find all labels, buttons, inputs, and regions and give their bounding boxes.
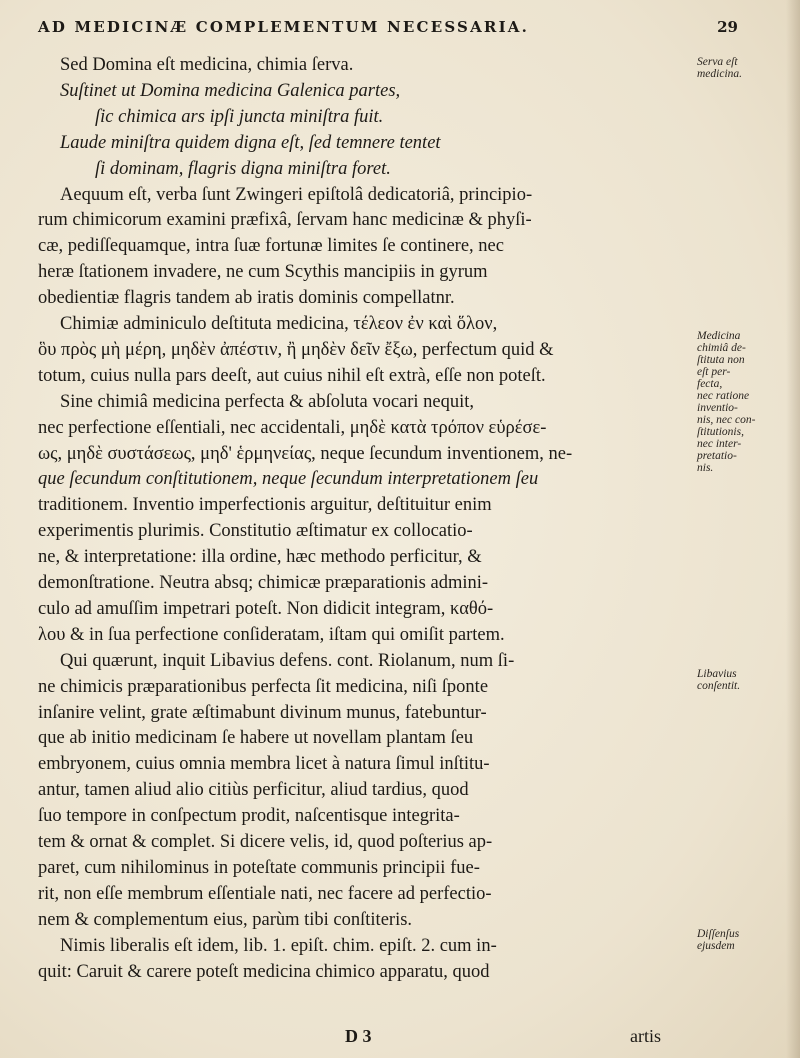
text-line: Qui quærunt, inquit Libavius defens. cont. Riolanum, num ſi- xyxy=(60,650,515,671)
text-line: Laude miniſtra quidem digna eſt, ſed temnere tentet xyxy=(60,132,441,153)
margin-note-line: nis, nec con- xyxy=(697,414,756,426)
margin-note xyxy=(697,330,797,474)
text-line: que ſecundum conſtitutionem, neque ſecundum interpretationem ſeu xyxy=(38,469,539,490)
margin-note-line: Diſſenſus xyxy=(697,928,740,940)
margin-note xyxy=(697,928,797,952)
margin-note-line: inventio- xyxy=(697,402,738,414)
page-edge-shadow xyxy=(786,0,800,1058)
text-line: quit: Caruit & carere poteſt medicina chimico apparatu, quod xyxy=(38,961,490,982)
margin-note xyxy=(697,668,797,692)
text-line: obedientiæ flagris tandem ab iratis dominis compellatnr. xyxy=(38,288,455,309)
text-line: Aequum eſt, verba ſunt Zwingeri epiſtolâ dedicatoriâ, principio- xyxy=(60,184,533,205)
text-line: traditionem. Inventio imperfectionis arguitur, deſtituitur enim xyxy=(38,495,492,516)
signature-mark: D 3 xyxy=(345,1026,372,1046)
text-line: heræ ſtationem invadere, ne cum Scythis mancipiis in gyrum xyxy=(38,262,488,283)
text-line: ſi dominam, flagris digna miniſtra foret. xyxy=(95,158,391,179)
text-line: experimentis plurimis. Constitutio æſtimatur ex collocatio- xyxy=(38,521,473,542)
margin-note-line: Libavius xyxy=(697,668,737,680)
margin-note-line: ſtituta non xyxy=(697,354,745,366)
text-line: Sed Domina eſt medicina, chimia ſerva. xyxy=(60,55,354,75)
margin-note-line: nec ratione xyxy=(697,390,750,402)
margin-note-line: fecta, xyxy=(697,378,723,390)
text-line: nec perfectione eſſentiali, nec accidentali, μηδὲ κατὰ τρόπον εὑρέσε- xyxy=(38,417,547,438)
text-line: paret, cum nihilominus in poteſtate communis principii fue- xyxy=(38,857,480,878)
text-line: ne chimicis præparationibus perfecta ſit medicina, niſi ſponte xyxy=(38,676,489,697)
text-line: totum, cuius nulla pars deeſt, aut cuius nihil eſt extrà, eſſe non poteſt. xyxy=(38,365,546,386)
text-line: λου & in ſua perfectione conſideratam, iſtam qui omiſit partem. xyxy=(38,624,505,645)
margin-note-line: conſentit. xyxy=(697,680,741,692)
text-line: Suſtinet ut Domina medicina Galenica partes, xyxy=(60,80,401,101)
text-line: demonſtratione. Neutra absq; chimicæ præparationis admini- xyxy=(38,573,489,593)
text-line: cæ, pediſſequamque, intra ſuæ fortunæ limites ſe continere, nec xyxy=(38,236,504,257)
text-line: ſuo tempore in conſpectum prodit, naſcentisque integrita- xyxy=(38,806,460,827)
text-line: inſanire velint, grate æſtimabunt divinum munus, fatebuntur- xyxy=(38,702,487,723)
text-line: rum chimicorum examini præfixâ, ſervam hanc medicinæ & phyſi- xyxy=(38,210,532,231)
running-title: AD MEDICINÆ COMPLEMENTUM NECESSARIA. xyxy=(38,18,530,36)
text-line: embryonem, cuius omnia membra licet à natura ſimul inſtitu- xyxy=(38,754,490,775)
text-line: tem & ornat & complet. Si dicere velis, id, quod poſterius ap- xyxy=(38,832,493,852)
margin-note-line: Serva eſt xyxy=(697,56,738,68)
margin-note-line: chimiâ de- xyxy=(697,342,746,354)
text-line: ως, μηδὲ συστάσεως, μηδ' ἑρμηνείας, neque ſecundum inventionem, ne- xyxy=(38,443,573,464)
margin-note-line: ſtitutionis, xyxy=(697,426,744,438)
text-line: que ab initio medicinam ſe habere ut novellam plantam ſeu xyxy=(38,728,474,749)
text-line: Chimiæ adminiculo deſtituta medicina, τέλεον ἐν καὶ ὅλον, xyxy=(60,314,498,334)
text-line: culo ad amuſſim impetrari poteſt. Non didicit integram, καθό- xyxy=(38,598,494,619)
margin-note-line: Medicina xyxy=(697,330,741,342)
page-number: 29 xyxy=(717,18,738,36)
margin-note-line: ejusdem xyxy=(697,940,735,952)
text-line: nem & complementum eius, parùm tibi conſtiteris. xyxy=(38,909,413,930)
text-line: antur, tamen aliud alio citiùs perficitur, aliud tardius, quod xyxy=(38,780,469,801)
running-header xyxy=(38,18,738,36)
margin-note-line: nis. xyxy=(697,462,714,474)
margin-note-line: pretatio- xyxy=(697,450,737,462)
text-line: rit, non eſſe membrum eſſentiale nati, nec facere ad perfectio- xyxy=(38,883,492,904)
margin-note-line: eſt per- xyxy=(697,366,731,378)
catchword: artis xyxy=(630,1026,661,1046)
margin-note-line: medicina. xyxy=(697,68,743,80)
margin-note xyxy=(697,56,797,80)
text-line: ſic chimica ars ipſi juncta miniſtra fuit. xyxy=(95,106,384,127)
text-line: Nimis liberalis eſt idem, lib. 1. epiſt. chim. epiſt. 2. cum in- xyxy=(60,935,497,956)
text-line: ne, & interpretatione: illa ordine, hæc methodo perficitur, & xyxy=(38,547,482,568)
text-line: Sine chimiâ medicina perfecta & abſoluta vocari nequit, xyxy=(60,391,475,412)
margin-note-line: nec inter- xyxy=(697,438,742,450)
text-line: ὃυ πρὸς μὴ μέρη, μηδὲν ἀπέστιν, ἢ μηδὲν δεῖν ἔξω, perfectum quid & xyxy=(38,339,554,360)
